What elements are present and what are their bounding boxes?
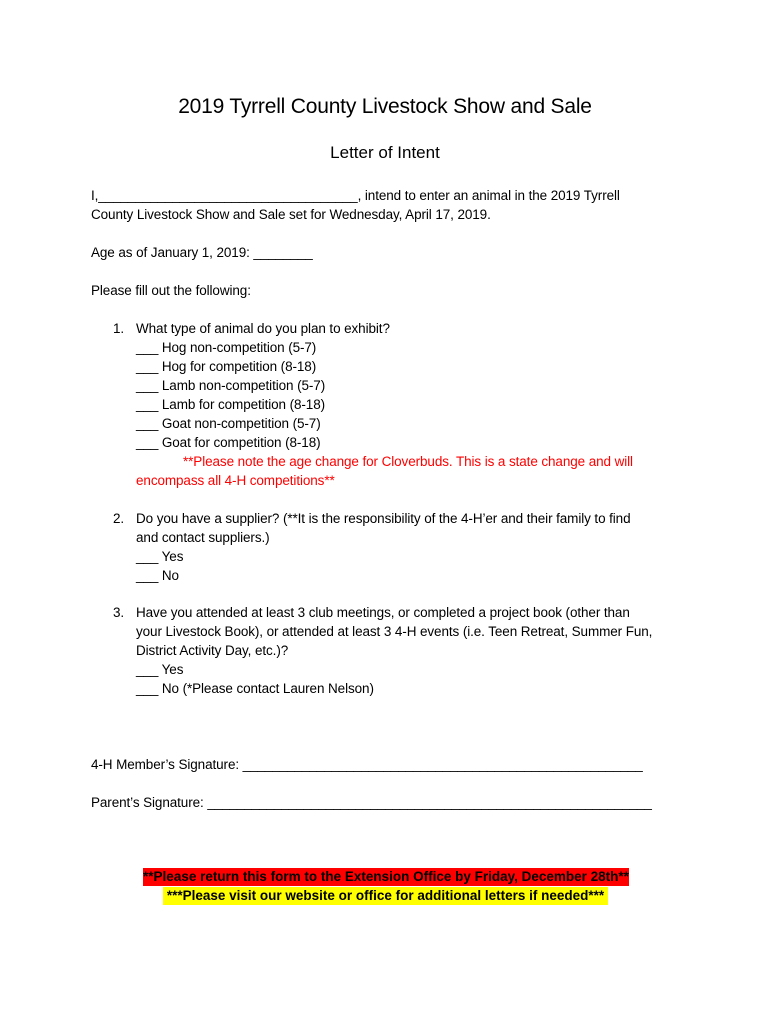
q1-option-goat-noncompetition: ___ Goat non-competition (5-7) bbox=[136, 416, 321, 431]
page-subtitle: Letter of Intent bbox=[330, 143, 440, 162]
q1-option-hog-competition: ___ Hog for competition (8-18) bbox=[136, 359, 317, 374]
q3-option-no: ___ No (*Please contact Lauren Nelson) bbox=[136, 681, 374, 696]
q1-note-line-2: encompass all 4-H competitions** bbox=[136, 473, 335, 488]
member-signature-line: 4-H Member’s Signature: ______________________________________________________ bbox=[91, 757, 643, 772]
q1-number: 1. bbox=[113, 321, 125, 336]
q3-number: 3. bbox=[113, 605, 125, 620]
q3-question-line-3: District Activity Day, etc.)? bbox=[136, 643, 289, 658]
instructions: Please fill out the following: bbox=[91, 283, 251, 298]
q3-question-line-1: Have you attended at least 3 club meetings, or completed a project book (other than bbox=[136, 605, 630, 620]
page-title: 2019 Tyrrell County Livestock Show and Sale bbox=[178, 95, 592, 118]
q1-option-lamb-competition: ___ Lamb for competition (8-18) bbox=[136, 397, 325, 412]
q3-question-line-2: your Livestock Book), or attended at least 3 4-H events (i.e. Teen Retreat, Summer Fun, bbox=[136, 624, 653, 639]
q2-number: 2. bbox=[113, 511, 125, 526]
q3-option-yes: ___ Yes bbox=[136, 662, 184, 677]
intro-line-2: County Livestock Show and Sale set for Wednesday, April 17, 2019. bbox=[91, 207, 491, 222]
website-notice: ***Please visit our website or office for additional letters if needed*** bbox=[163, 887, 608, 905]
q1-question: What type of animal do you plan to exhibit? bbox=[136, 321, 390, 336]
q1-note-line-1: **Please note the age change for Cloverbuds. This is a state change and will bbox=[183, 454, 633, 469]
intro-line-1: I,___________________________________, intend to enter an animal in the 2019 Tyrrell bbox=[91, 188, 620, 203]
q2-question-line-1: Do you have a supplier? (**It is the responsibility of the 4-H’er and their family to find bbox=[136, 511, 631, 526]
q1-option-goat-competition: ___ Goat for competition (8-18) bbox=[136, 435, 321, 450]
q2-question-line-2: and contact suppliers.) bbox=[136, 530, 270, 545]
age-line: Age as of January 1, 2019: ________ bbox=[91, 245, 313, 260]
return-notice: **Please return this form to the Extension Office by Friday, December 28th** bbox=[143, 869, 629, 884]
parent-signature-line: Parent’s Signature: ____________________________________________________________ bbox=[91, 795, 652, 810]
q2-option-yes: ___ Yes bbox=[136, 549, 184, 564]
q2-option-no: ___ No bbox=[136, 568, 179, 583]
q1-option-hog-noncompetition: ___ Hog non-competition (5-7) bbox=[136, 340, 317, 355]
q1-option-lamb-noncompetition: ___ Lamb non-competition (5-7) bbox=[136, 378, 326, 393]
